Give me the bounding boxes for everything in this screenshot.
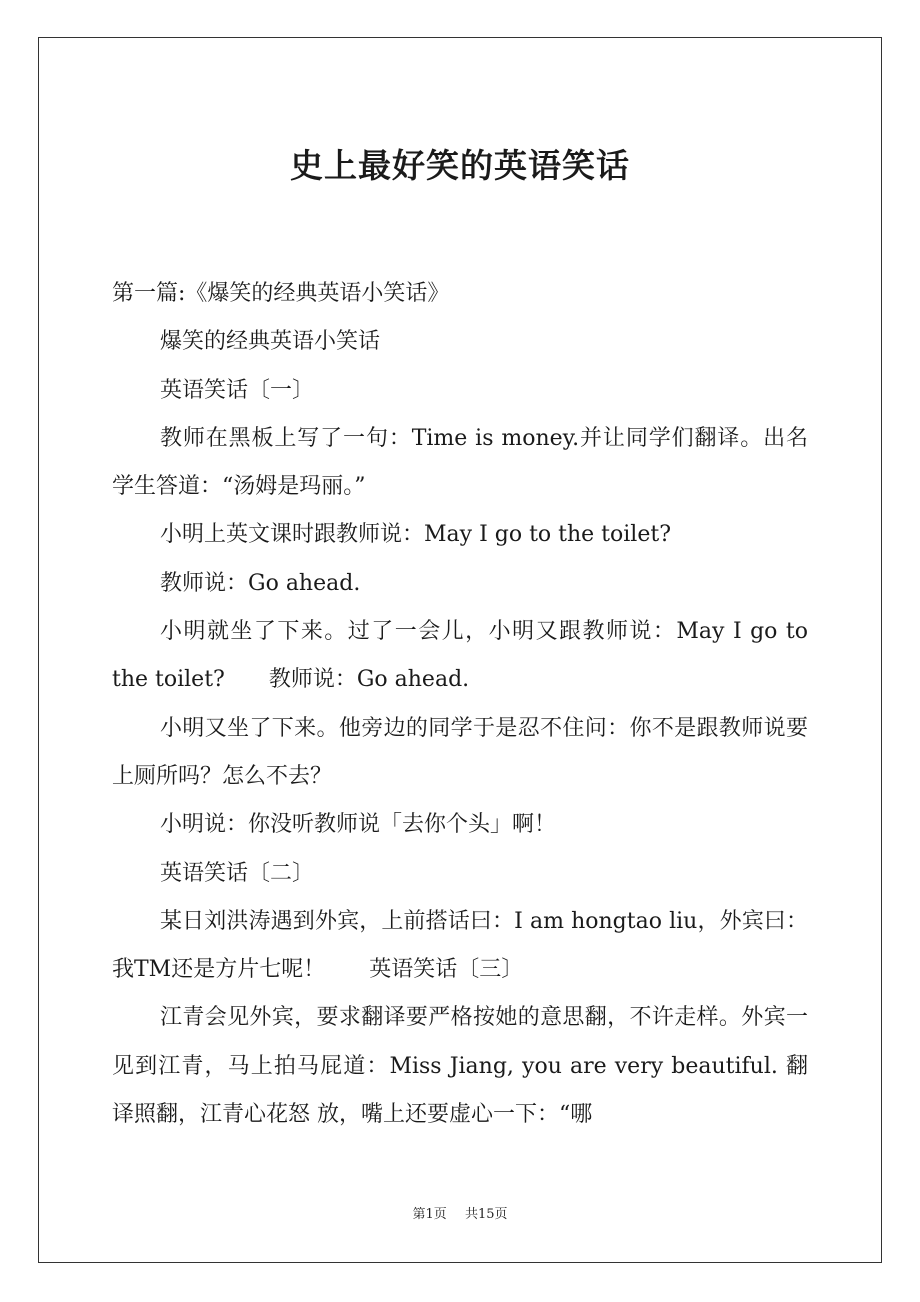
- page-number: 第1页: [412, 1207, 447, 1222]
- page-total: 共15页: [464, 1207, 508, 1222]
- page-footer: [0, 1205, 920, 1225]
- joke-heading-1: 英语笑话〔一〕: [160, 377, 315, 403]
- subtitle-paragraph: 爆笑的经典英语小笑话: [160, 329, 381, 355]
- body-paragraph: 江青会见外宾，要求翻译要严格按她的意思翻，不许走样。外宾一见到江青，马上拍马屁道：Miss Jiang, you are very beautiful. 翻译照翻，江青心花怒 放，嘴上还要虚心一下：“哪: [112, 1005, 808, 1128]
- body-paragraph: 小明上英文课时跟教师说：May I go to the toilet?: [160, 522, 671, 548]
- body-paragraph: 小明说：你没听教师说「去你个头」啊！: [160, 812, 557, 838]
- body-paragraph: 某日刘洪涛遇到外宾，上前搭话曰：I am hongtao liu，外宾曰：我TM还是方片七呢！ 英语笑话〔三〕: [112, 908, 808, 983]
- document-body: [112, 270, 808, 1139]
- body-paragraph: 教师说：Go ahead.: [160, 570, 361, 596]
- document-title: 史上最好笑的英语笑话: [290, 146, 630, 185]
- section-heading: 第一篇:《爆笑的经典英语小笑话》: [112, 281, 450, 306]
- body-paragraph: 小明就坐了下来。过了一会儿，小明又跟教师说：May I go to the toilet? 教师说：Go ahead.: [112, 619, 808, 693]
- body-paragraph: 小明又坐了下来。他旁边的同学于是忍不住问：你不是跟教师说要上厕所吗？怎么不去？: [112, 715, 808, 789]
- body-paragraph: 教师在黑板上写了一句：Time is money.并让同学们翻译。出名学生答道：“汤姆是玛丽。”: [112, 425, 808, 500]
- joke-heading-2: 英语笑话〔二〕: [160, 860, 315, 886]
